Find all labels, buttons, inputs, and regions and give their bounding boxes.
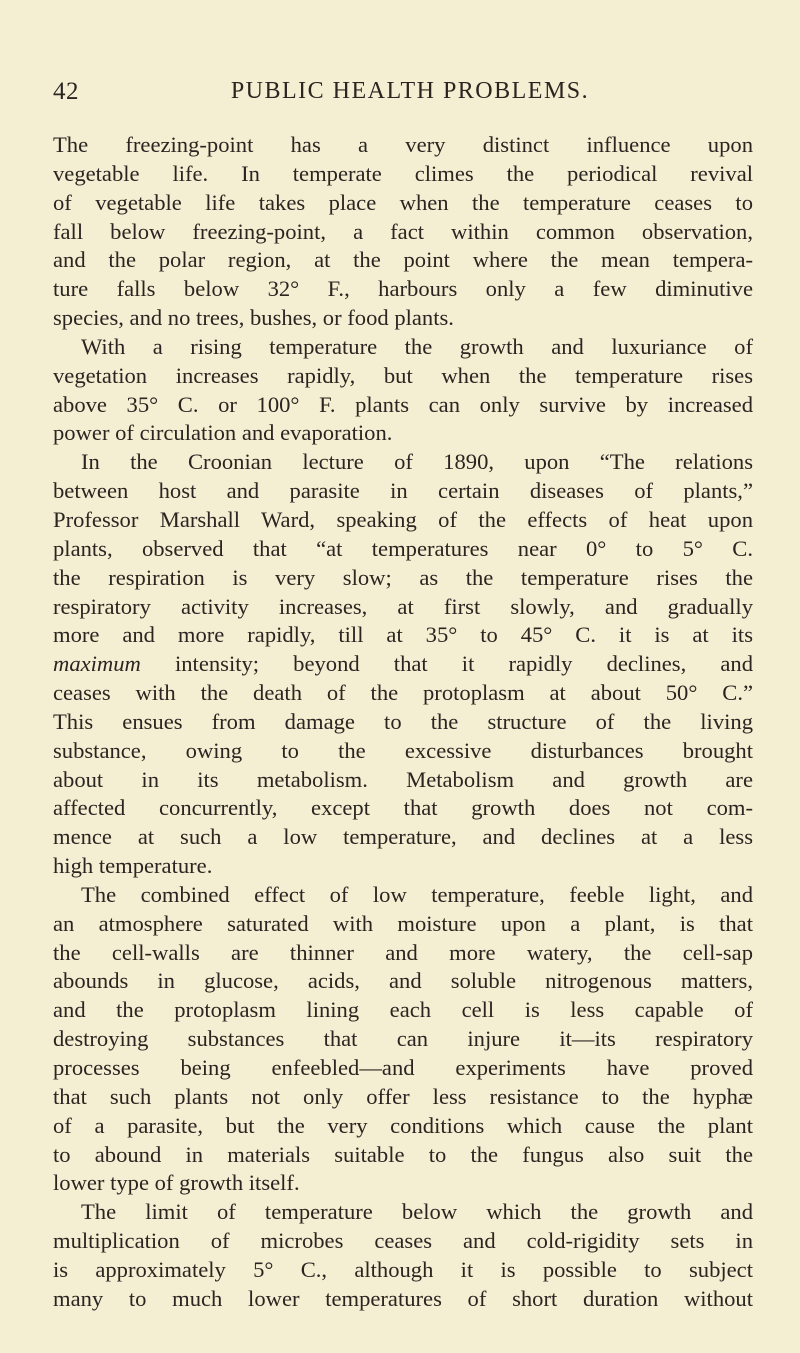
text-line: the cell-walls are thinner and more watery, the cell-sap bbox=[53, 939, 753, 965]
text-line: vegetation increases rapidly, but when the temperature rises bbox=[53, 362, 753, 388]
text-line: and the polar region, at the point where the mean tempera- bbox=[53, 247, 753, 273]
text-line: destroying substances that can injure it—its respiratory bbox=[53, 1026, 753, 1052]
text-line: vegetable life. In temperate climes the periodical revival bbox=[53, 160, 753, 186]
page-number: 42 bbox=[53, 78, 79, 105]
paragraph bbox=[53, 448, 753, 881]
text-line: of a parasite, but the very conditions which cause the plant bbox=[53, 1112, 753, 1138]
text-line: In the Croonian lecture of 1890, upon “The relations bbox=[81, 449, 753, 475]
text-line: This ensues from damage to the structure of the living bbox=[53, 708, 753, 734]
text-line: that such plants not only offer less resistance to the hyphæ bbox=[53, 1083, 753, 1109]
text-line: abounds in glucose, acids, and soluble nitrogenous matters, bbox=[53, 968, 753, 994]
text-line: the respiration is very slow; as the temperature rises the bbox=[53, 564, 753, 590]
italic-word: maximum bbox=[53, 651, 141, 677]
text-line: mence at such a low temperature, and declines at a less bbox=[53, 824, 753, 850]
paragraph bbox=[53, 881, 753, 1198]
text-line: substance, owing to the excessive disturbances brought bbox=[53, 737, 753, 763]
text-line: between host and parasite in certain diseases of plants,” bbox=[53, 478, 753, 504]
text-line: and the protoplasm lining each cell is less capable of bbox=[53, 997, 753, 1023]
text-line: multiplication of microbes ceases and cold-rigidity sets in bbox=[53, 1228, 753, 1254]
text-line: processes being enfeebled—and experiments have proved bbox=[53, 1055, 753, 1080]
text-line: above 35° C. or 100° F. plants can only survive by increased bbox=[53, 391, 753, 417]
text-line: Professor Marshall Ward, speaking of the effects of heat upon bbox=[53, 506, 753, 532]
text-line: more and more rapidly, till at 35° to 45° C. it is at its bbox=[53, 622, 753, 648]
text-line: ture falls below 32° F., harbours only a few diminutive bbox=[53, 276, 753, 302]
text-line: to abound in materials suitable to the fungus also suit the bbox=[53, 1141, 753, 1167]
paragraph bbox=[53, 333, 753, 448]
text-line: plants, observed that “at temperatures near 0° to 5° C. bbox=[53, 535, 753, 561]
page-header bbox=[0, 78, 800, 108]
running-head: PUBLIC HEALTH PROBLEMS. bbox=[230, 78, 590, 104]
text-line: about in its metabolism. Metabolism and growth are bbox=[53, 766, 753, 792]
text-line: affected concurrently, except that growth does not com- bbox=[53, 795, 753, 821]
body-text bbox=[53, 131, 753, 1314]
text-line: high temperature. bbox=[53, 853, 213, 879]
text-line: species, and no trees, bushes, or food plants. bbox=[53, 305, 454, 331]
text-line: many to much lower temperatures of short duration without bbox=[53, 1285, 753, 1311]
text-line: maximum intensity; beyond that it rapidly declines, and bbox=[53, 651, 753, 677]
text-line: The combined effect of low temperature, feeble light, and bbox=[81, 881, 753, 907]
text-line: The freezing-point has a very distinct influence upon bbox=[53, 132, 753, 157]
paragraph bbox=[53, 131, 753, 333]
text-line: fall below freezing-point, a fact within common observation, bbox=[53, 218, 753, 244]
text-line: of vegetable life takes place when the temperature ceases to bbox=[53, 189, 753, 215]
text-line: With a rising temperature the growth and luxuriance of bbox=[81, 333, 753, 359]
text-line: is approximately 5° C., although it is possible to subject bbox=[53, 1256, 753, 1282]
text-line: lower type of growth itself. bbox=[53, 1170, 300, 1196]
paragraph bbox=[53, 1198, 753, 1313]
text-line: an atmosphere saturated with moisture upon a plant, is that bbox=[53, 910, 753, 936]
text-line: ceases with the death of the protoplasm at about 50° C.” bbox=[53, 680, 753, 706]
text-line: The limit of temperature below which the growth and bbox=[81, 1199, 753, 1225]
text-line: respiratory activity increases, at first slowly, and gradually bbox=[53, 593, 753, 619]
text-line: power of circulation and evaporation. bbox=[53, 420, 393, 446]
